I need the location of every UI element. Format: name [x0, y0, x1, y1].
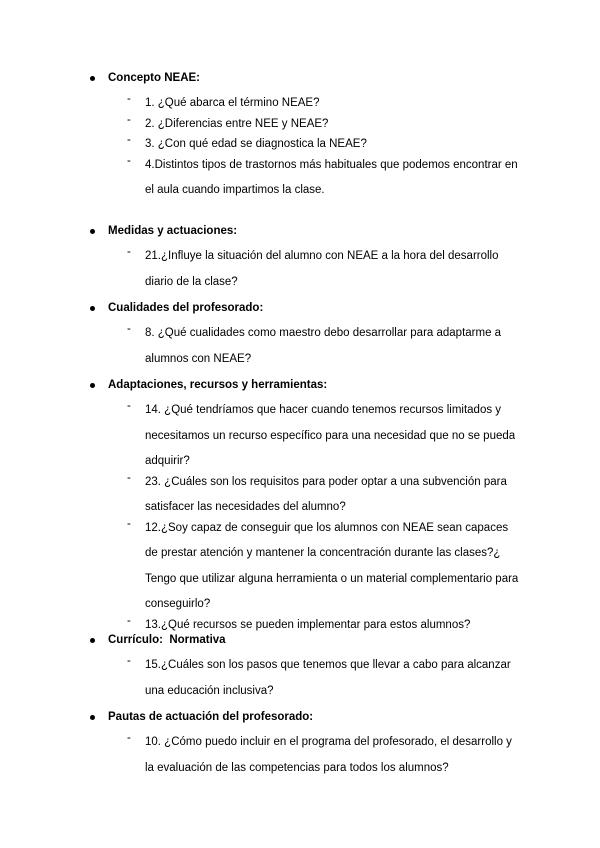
- list-item: [0, 470, 600, 521]
- section-pautas: [0, 709, 600, 781]
- dash-icon: -: [127, 471, 131, 484]
- section-heading-text: Pautas de actuación del profesorado:: [108, 711, 314, 723]
- dash-icon: -: [127, 517, 131, 530]
- list-item: [0, 516, 600, 618]
- dash-icon: -: [127, 323, 131, 335]
- dash-icon: -: [127, 400, 131, 412]
- dash-icon: -: [127, 113, 131, 126]
- dash-icon: -: [127, 655, 131, 667]
- list-item-text: 12.¿Soy capaz de conseguir que los alumnos con NEAE sean capaces de prestar atención y mantener la concentración durante las clases?¿ Tengo que utilizar alguna herramienta o un material complementario para conseguirlo?: [145, 521, 519, 610]
- section-heading-text: Cualidades del profesorado:: [108, 302, 264, 314]
- bullet-icon: [90, 638, 95, 643]
- section-heading-text: Concepto NEAE:: [108, 72, 200, 84]
- list-item: [0, 730, 600, 781]
- bullet-icon: [90, 383, 95, 388]
- list-item: [0, 321, 600, 372]
- bullet-icon: [90, 76, 95, 81]
- dash-icon: -: [127, 134, 131, 146]
- bullet-icon: [90, 715, 95, 720]
- list-item: [0, 153, 600, 204]
- section-curriculo: [0, 632, 600, 704]
- section-cualidades: [0, 300, 600, 372]
- section-heading-text: Currículo: Normativa: [108, 634, 226, 646]
- list-item-text: 4.Distintos tipos de trastornos más habituales que podemos encontrar en el aula cuando impartimos la clase.: [145, 158, 518, 196]
- dash-icon: -: [127, 732, 131, 744]
- list-item-text: 14. ¿Qué tendríamos que hacer cuando tenemos recursos limitados y necesitamos un recurso específico para una necesidad que no se pueda adquirir?: [145, 404, 516, 467]
- list-item: [0, 398, 600, 475]
- list-item: [0, 653, 600, 704]
- list-item-text: 15.¿Cuáles son los pasos que tenemos que llevar a cabo para alcanzar una educación inclusiva?: [145, 659, 511, 697]
- list-item-text: 10. ¿Cómo puedo incluir en el programa del profesorado, el desarrollo y la evaluación de las competencias para todos los alumnos?: [145, 736, 512, 774]
- list-item-text: 2. ¿Diferencias entre NEE y NEAE?: [145, 117, 329, 130]
- list-item: [0, 244, 600, 295]
- dash-icon: -: [127, 614, 131, 627]
- dash-icon: -: [127, 154, 131, 167]
- section-heading-text: Adaptaciones, recursos y herramientas:: [108, 379, 328, 391]
- dash-icon: -: [127, 246, 131, 258]
- dash-icon: -: [127, 93, 131, 105]
- bullet-icon: [90, 229, 95, 234]
- list-item-text: 1. ¿Qué abarca el término NEAE?: [145, 97, 320, 109]
- section-concepto-neae: [0, 70, 600, 204]
- list-item-text: 21.¿Influye la situación del alumno con NEAE a la hora del desarrollo diario de la clase?: [145, 250, 499, 288]
- section-adaptaciones: [0, 377, 600, 638]
- list-item-text: 23. ¿Cuáles son los requisitos para poder optar a una subvención para satisfacer las necesidades del alumno?: [145, 475, 507, 513]
- list-item-text: 8. ¿Qué cualidades como maestro debo desarrollar para adaptarme a alumnos con NEAE?: [145, 327, 502, 365]
- list-item-text: 13.¿Qué recursos se pueden implementar para estos alumnos?: [145, 618, 471, 631]
- section-medidas: [0, 223, 600, 295]
- list-item-text: 3. ¿Con qué edad se diagnostica la NEAE?: [145, 138, 367, 150]
- bullet-icon: [90, 306, 95, 311]
- section-heading-text: Medidas y actuaciones:: [108, 225, 238, 237]
